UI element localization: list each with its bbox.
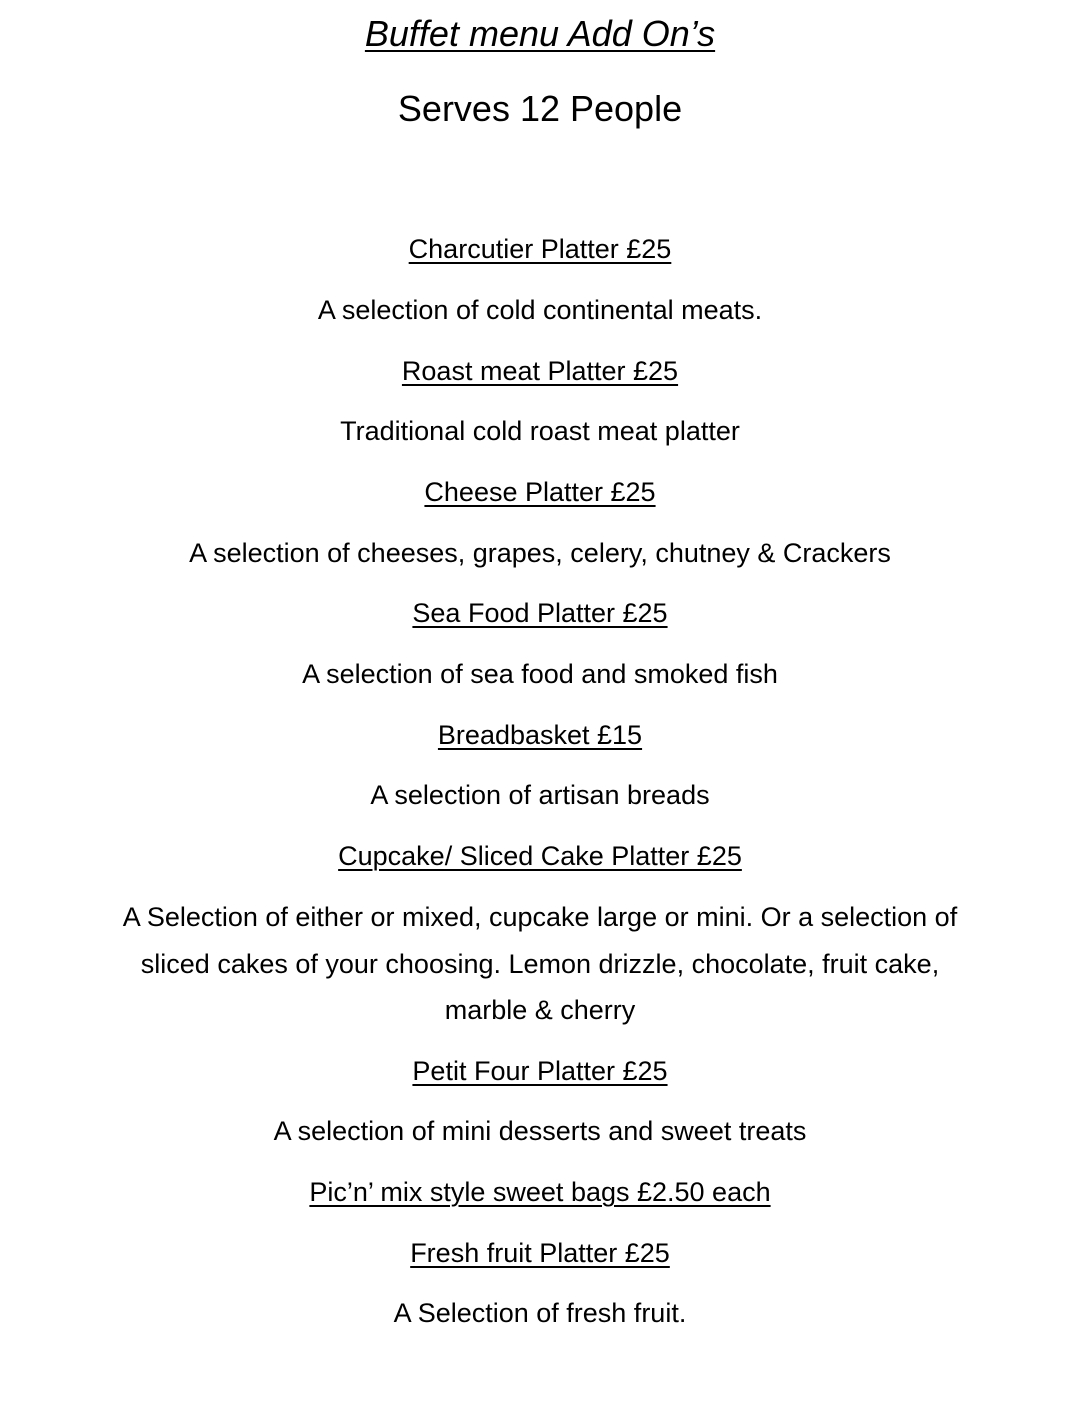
item-description-breadbasket: A selection of artisan breads: [370, 780, 710, 810]
item-description-cupcake-line-3: marble & cherry: [444, 995, 636, 1025]
item-description-sea-food: A selection of sea food and smoked fish: [302, 659, 778, 689]
item-description-cupcake-line-2: sliced cakes of your choosing. Lemon drizzle, chocolate, fruit cake,: [140, 949, 940, 979]
item-heading-petit-four: Petit Four Platter £25: [412, 1056, 668, 1086]
item-heading-roast-meat: Roast meat Platter £25: [401, 356, 679, 386]
item-description-cheese: A selection of cheeses, grapes, celery, chutney & Crackers: [189, 538, 891, 568]
item-heading-charcutier: Charcutier Platter £25: [408, 234, 672, 264]
item-heading-sea-food: Sea Food Platter £25: [412, 598, 668, 628]
item-heading-fresh-fruit: Fresh fruit Platter £25: [410, 1238, 670, 1268]
item-description-fresh-fruit: A Selection of fresh fruit.: [393, 1298, 687, 1328]
page-subtitle: Serves 12 People: [397, 88, 683, 129]
item-heading-pic-n-mix: Pic’n’ mix style sweet bags £2.50 each: [309, 1177, 771, 1207]
page-title: Buffet menu Add On’s: [364, 13, 716, 54]
item-description-roast-meat: Traditional cold roast meat platter: [340, 416, 740, 446]
item-description-charcutier: A selection of cold continental meats.: [317, 295, 763, 325]
item-heading-cupcake: Cupcake/ Sliced Cake Platter £25: [338, 841, 742, 871]
item-description-petit-four: A selection of mini desserts and sweet treats: [273, 1116, 807, 1146]
item-heading-cheese: Cheese Platter £25: [424, 477, 656, 507]
item-heading-breadbasket: Breadbasket £15: [437, 720, 643, 750]
item-description-cupcake-line-1: A Selection of either or mixed, cupcake large or mini. Or a selection of: [122, 902, 958, 932]
